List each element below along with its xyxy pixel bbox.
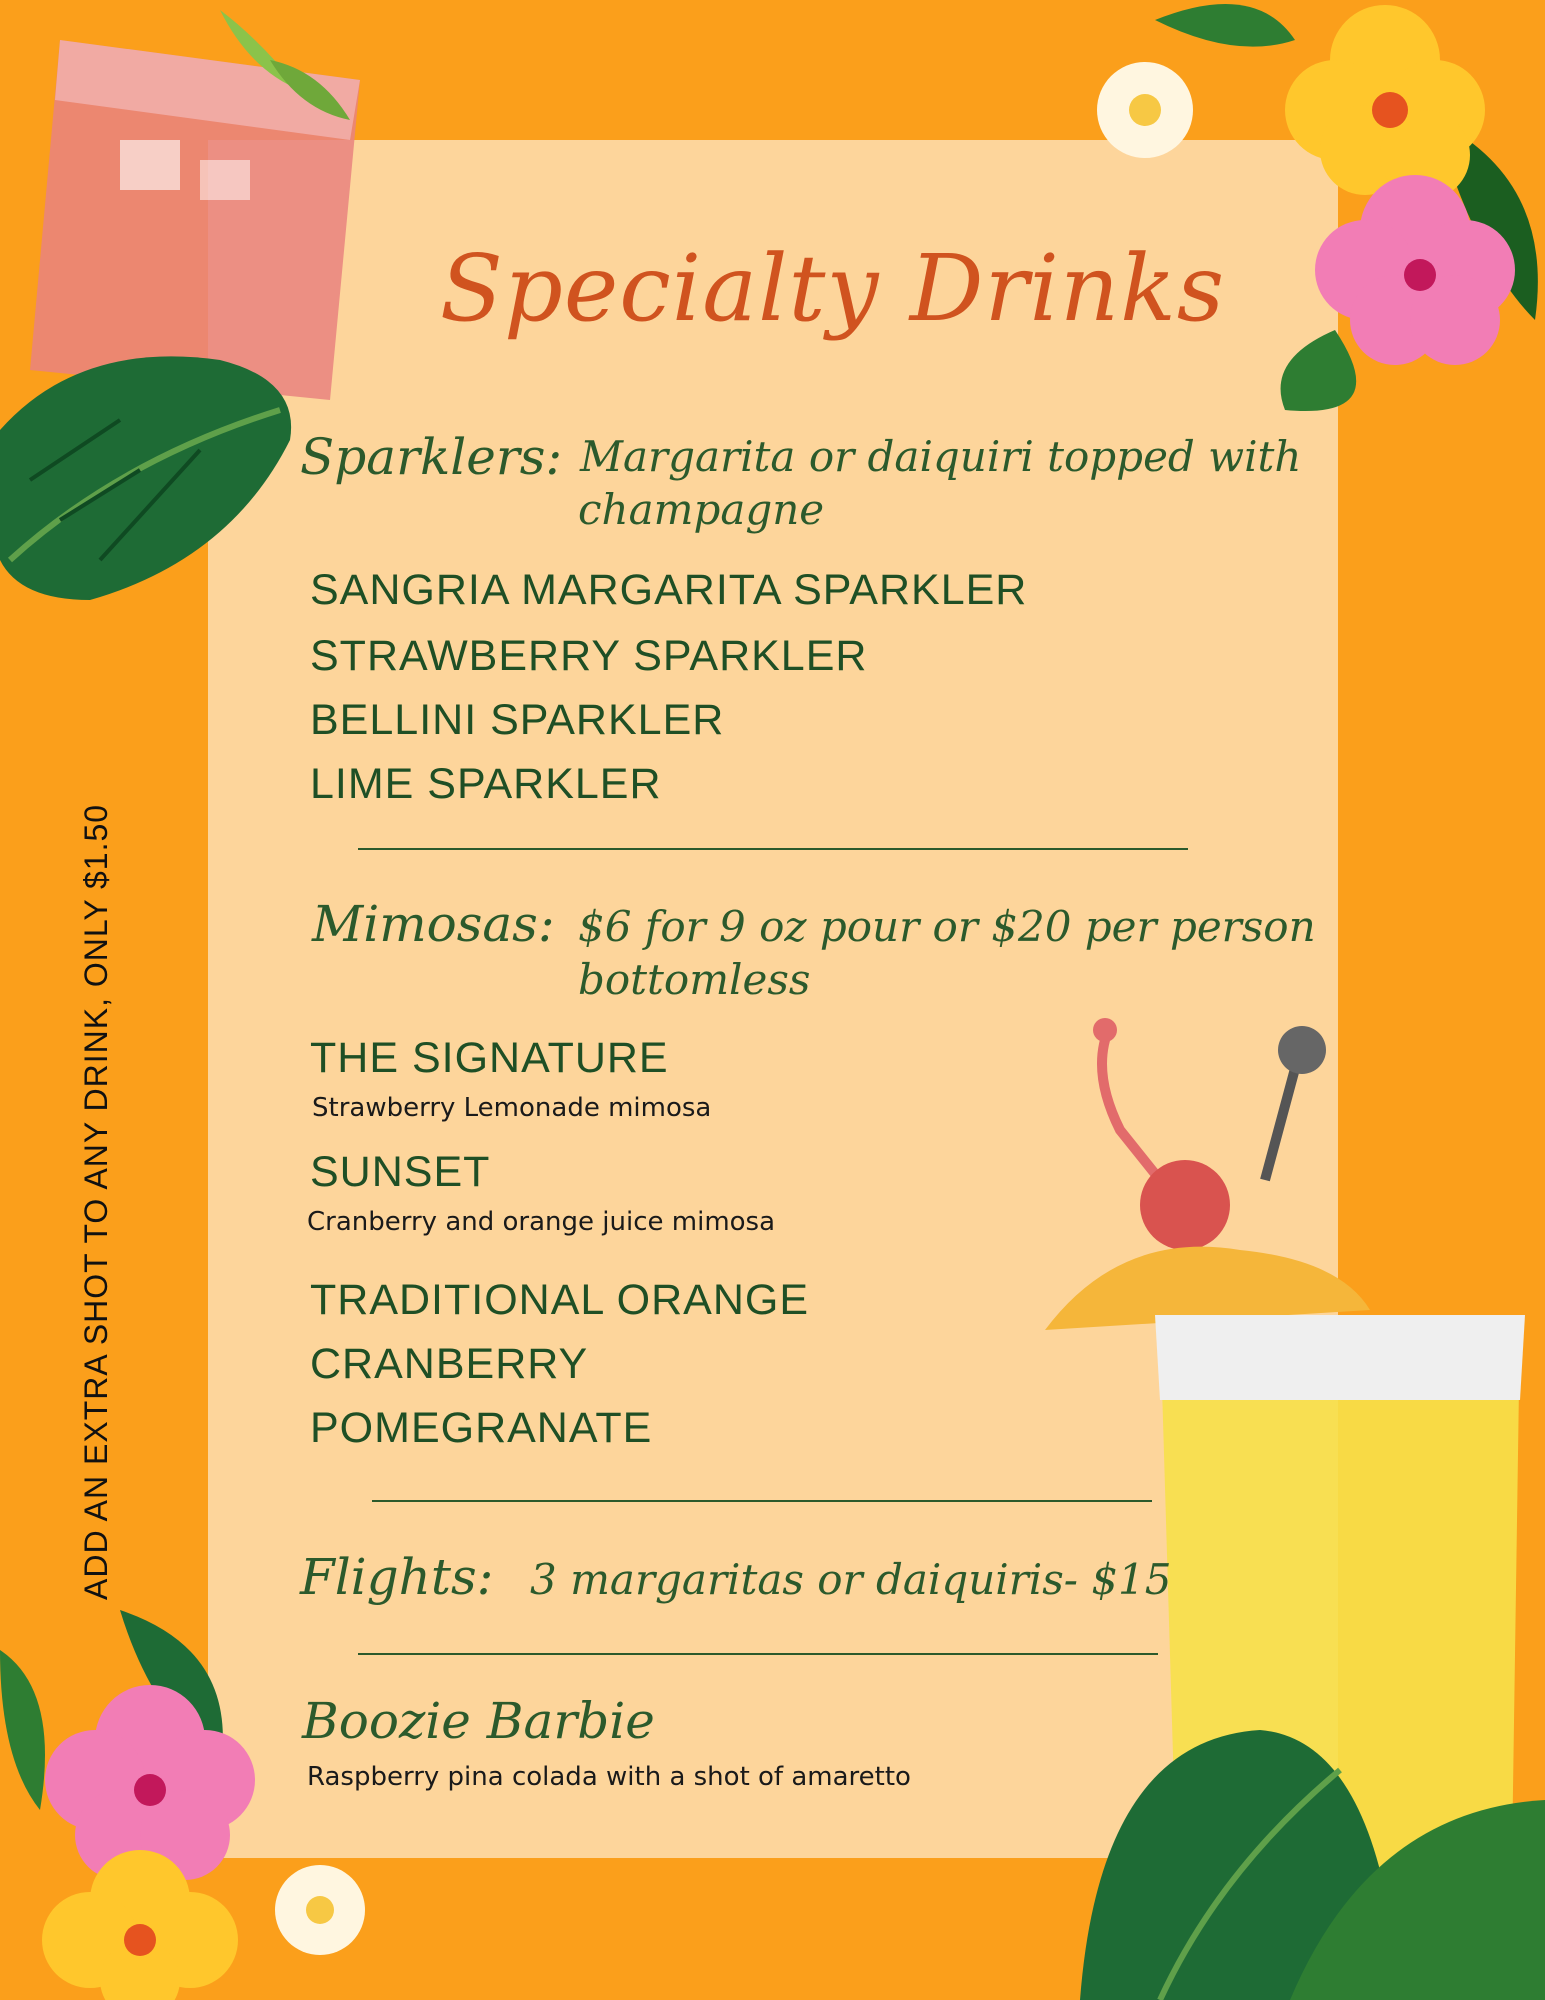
mimosa-item-3: POMEGRANATE [310, 1404, 653, 1452]
tropical-flowers-bottom-left [0, 1610, 400, 2000]
sparkler-item-3: BELLINI SPARKLER [310, 696, 725, 744]
sparklers-desc-line1: Margarita or daiquiri topped with [580, 432, 1302, 481]
signature-desc: Strawberry Lemonade mimosa [312, 1093, 712, 1123]
divider-3 [358, 1653, 1158, 1655]
flights-label: Flights: [300, 1548, 494, 1606]
page-title: Specialty Drinks [439, 235, 1226, 342]
sparkler-item-4: LIME SPARKLER [310, 760, 662, 808]
sparklers-label: Sparklers: [300, 428, 563, 486]
boozie-barbie-label: Boozie Barbie [302, 1692, 655, 1750]
sparkler-item-1: SANGRIA MARGARITA SPARKLER [310, 566, 1028, 614]
tropical-flowers-top-right [1035, 0, 1545, 420]
mimosas-desc-line1: $6 for 9 oz pour or $20 per person [578, 902, 1316, 951]
extra-shot-note: ADD AN EXTRA SHOT TO ANY DRINK, ONLY $1.50 [78, 803, 114, 1600]
sparklers-desc-line2: champagne [578, 485, 825, 534]
mimosa-item-1: TRADITIONAL ORANGE [310, 1276, 810, 1324]
mimosas-desc-line2: bottomless [578, 955, 811, 1004]
mimosas-label: Mimosas: [312, 895, 555, 953]
sunset-desc: Cranberry and orange juice mimosa [307, 1207, 776, 1237]
flights-desc: 3 margaritas or daiquiris- $15 [530, 1555, 1172, 1604]
sparkler-item-2: STRAWBERRY SPARKLER [310, 632, 868, 680]
boozie-barbie-desc: Raspberry pina colada with a shot of amaretto [307, 1762, 911, 1792]
divider-2 [372, 1500, 1152, 1502]
divider-1 [358, 848, 1188, 850]
signature-name: THE SIGNATURE [310, 1034, 669, 1082]
yellow-cocktail-illustration [1040, 1010, 1545, 2000]
mimosa-item-2: CRANBERRY [310, 1340, 589, 1388]
sunset-name: SUNSET [310, 1148, 491, 1196]
